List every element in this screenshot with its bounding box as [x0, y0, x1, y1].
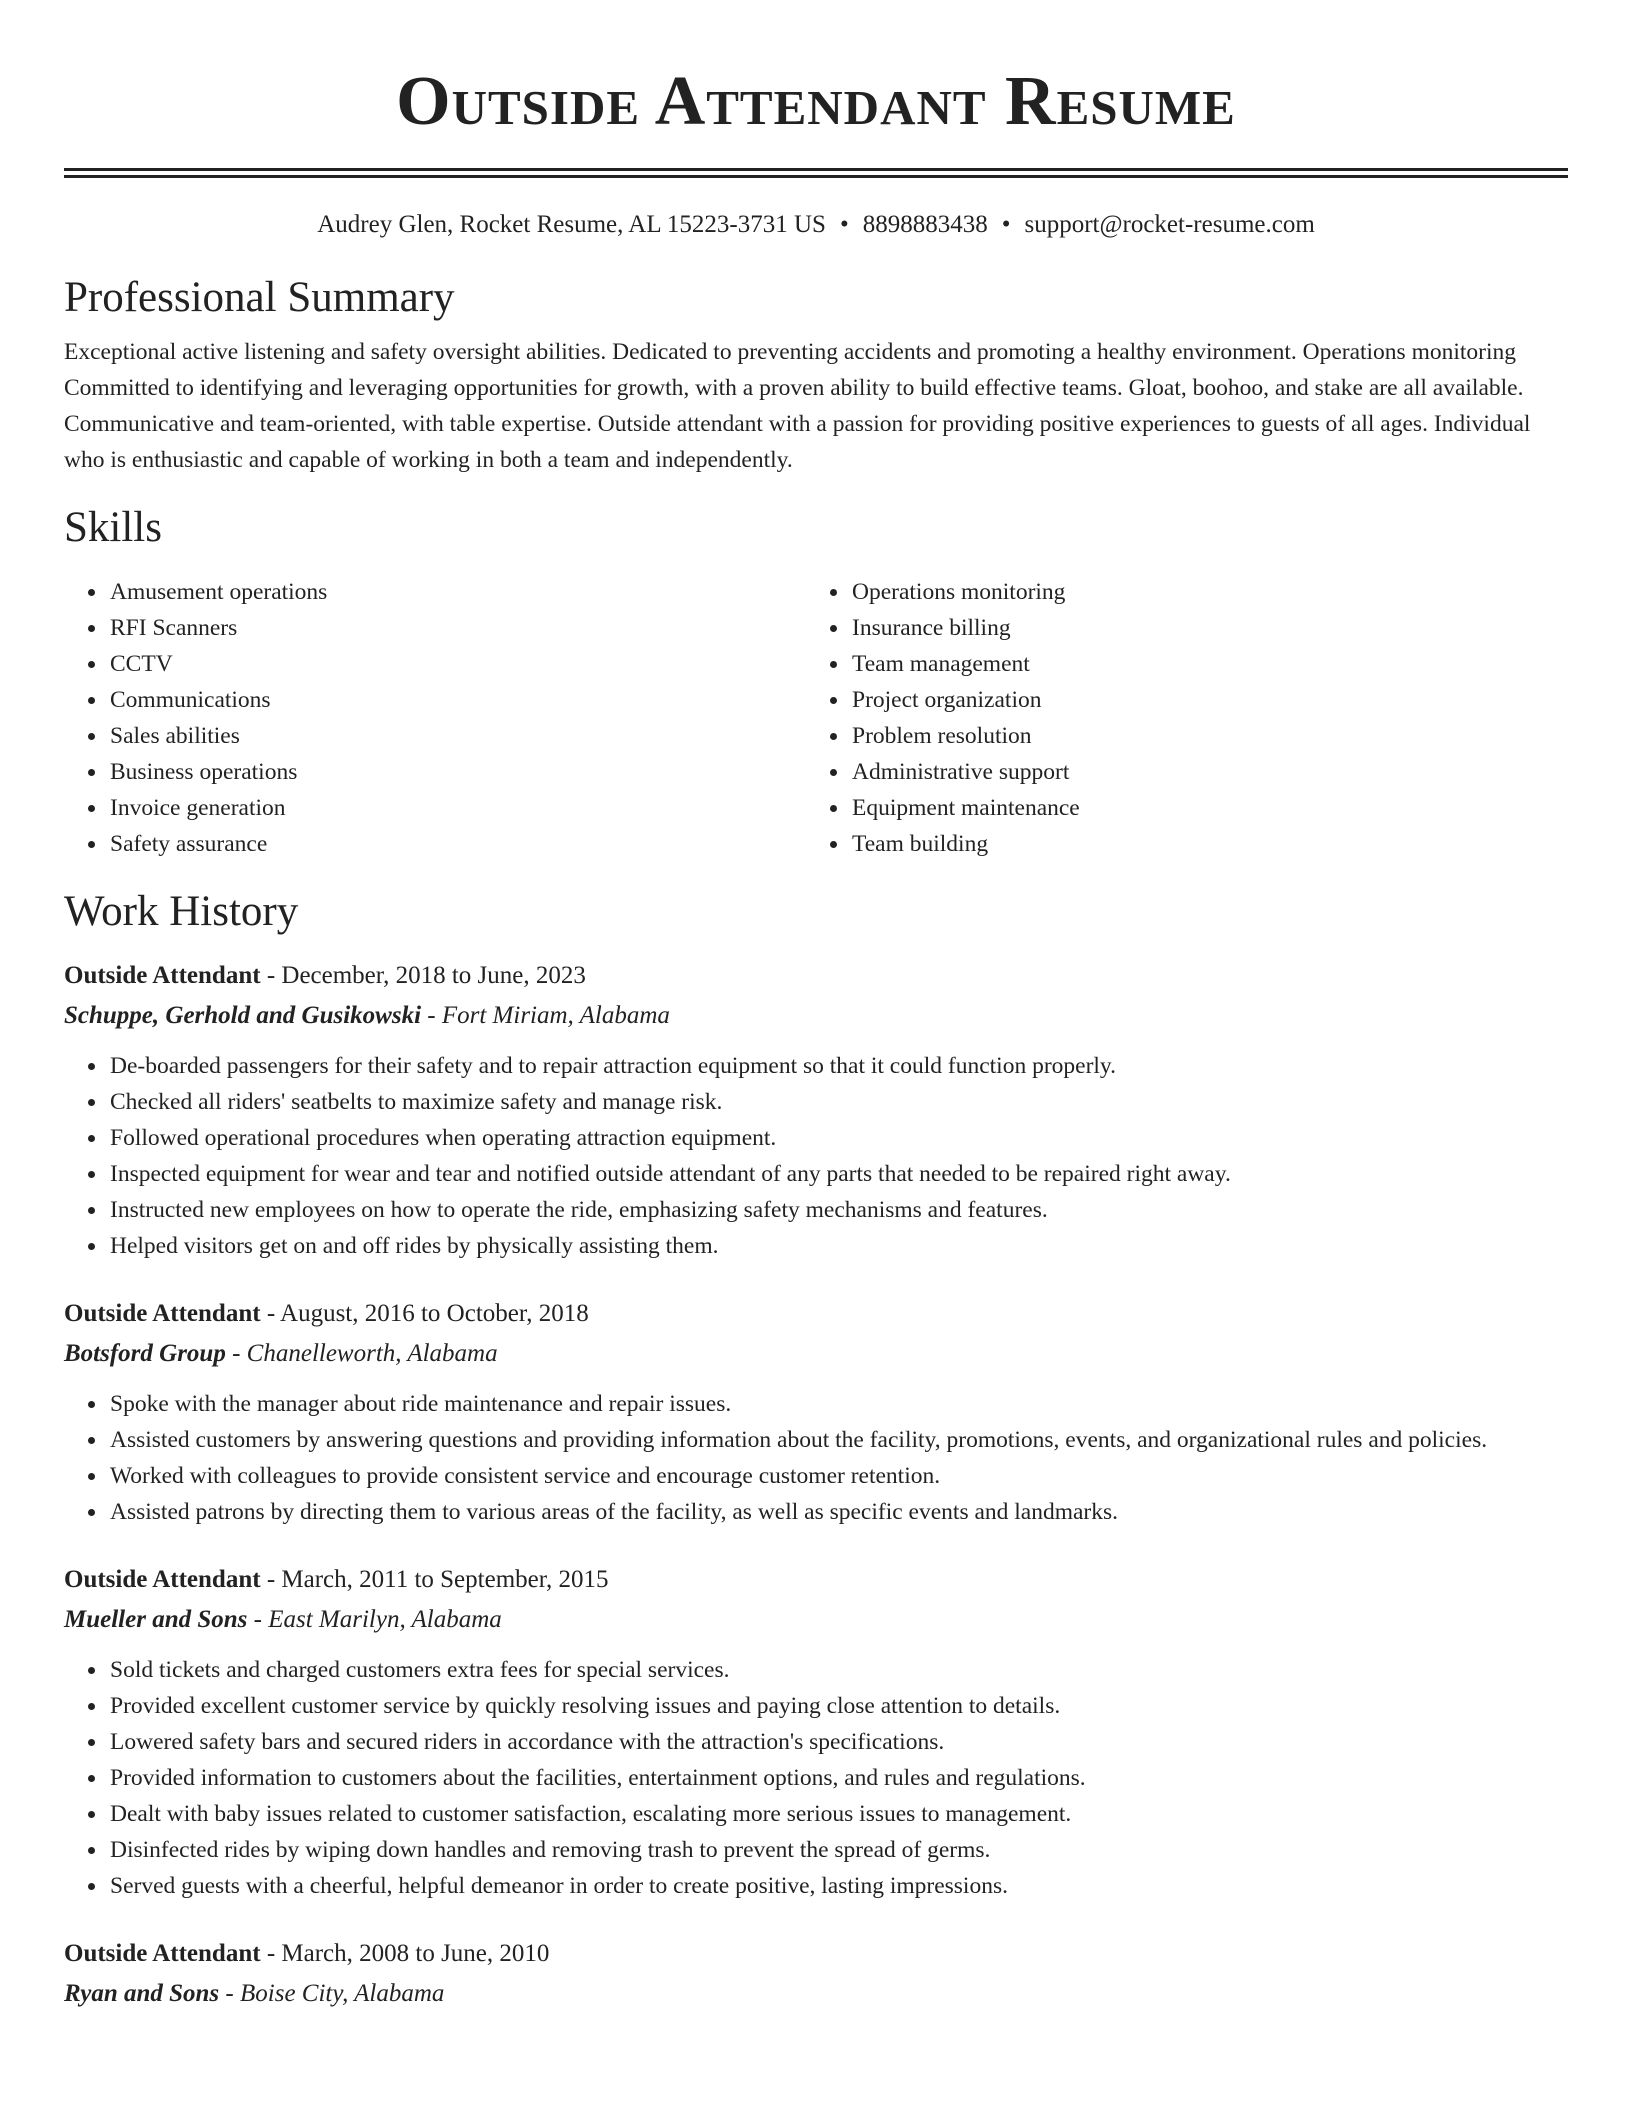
contact-phone: 8898883438 — [862, 211, 988, 238]
job-location: - Fort Miriam, Alabama — [421, 1002, 670, 1029]
job-duty: • Served guests with a cheerful, helpful demeanor in order to create positive, lasting impressions. — [108, 1868, 1568, 1904]
skill-item: • Communications — [108, 682, 806, 718]
job-header — [64, 958, 1568, 994]
skill-item: • Operations monitoring — [850, 574, 1548, 610]
skill-item: • Project organization — [850, 682, 1548, 718]
job-entry — [64, 958, 1568, 1264]
job-duty: • Assisted patrons by directing them to various areas of the facility, as well as specific events and landmarks. — [108, 1494, 1568, 1530]
job-duty: • Followed operational procedures when operating attraction equipment. — [108, 1120, 1568, 1156]
job-entry — [64, 1296, 1568, 1530]
job-location: - East Marilyn, Alabama — [247, 1606, 502, 1633]
skill-item: • Problem resolution — [850, 718, 1548, 754]
job-location: - Chanelleworth, Alabama — [225, 1340, 498, 1367]
job-entry — [64, 1936, 1568, 2012]
job-duty: • Disinfected rides by wiping down handles and removing trash to prevent the spread of germs. — [108, 1832, 1568, 1868]
job-role: Outside Attendant — [64, 1300, 261, 1327]
skill-item: • Administrative support — [850, 754, 1548, 790]
job-dates: - August, 2016 to October, 2018 — [260, 1300, 589, 1327]
job-duty: • Instructed new employees on how to operate the ride, emphasizing safety mechanisms and features. — [108, 1192, 1568, 1228]
skill-item: • Sales abilities — [108, 718, 806, 754]
skills-heading: Skills — [64, 504, 162, 551]
job-duty: • Provided excellent customer service by quickly resolving issues and paying close attention to details. — [108, 1688, 1568, 1724]
skill-item: • Equipment maintenance — [850, 790, 1548, 826]
job-dates: - March, 2008 to June, 2010 — [260, 1940, 550, 1967]
job-header — [64, 1296, 1568, 1332]
job-duty: • Sold tickets and charged customers extra fees for special services. — [108, 1652, 1568, 1688]
job-duty: • Inspected equipment for wear and tear and notified outside attendant of any parts that needed to be repaired right away. — [108, 1156, 1568, 1192]
contact-separator: • — [839, 211, 849, 238]
contact-separator: • — [1001, 211, 1011, 238]
skill-item: • Team management — [850, 646, 1548, 682]
skill-item: • Insurance billing — [850, 610, 1548, 646]
job-role: Outside Attendant — [64, 1566, 261, 1593]
contact-line — [64, 208, 1568, 242]
job-duty: • Lowered safety bars and secured riders in accordance with the attraction's specifications. — [108, 1724, 1568, 1760]
title-double-rule — [64, 168, 1568, 178]
skill-item: • Safety assurance — [108, 826, 806, 862]
skill-item: • Team building — [850, 826, 1548, 862]
skills-list-right — [806, 574, 1548, 862]
job-header — [64, 1936, 1568, 1972]
summary-heading: Professional Summary — [64, 274, 455, 321]
job-duty: • Helped visitors get on and off rides by physically assisting them. — [108, 1228, 1568, 1264]
contact-email: support@rocket-resume.com — [1024, 211, 1315, 238]
skill-item: • CCTV — [108, 646, 806, 682]
job-location: - Boise City, Alabama — [219, 1980, 445, 2007]
job-company: Mueller and Sons — [64, 1606, 248, 1633]
skill-item: • Amusement operations — [108, 574, 806, 610]
job-duties — [64, 1652, 1568, 1904]
job-duty: • Provided information to customers about the facilities, entertainment options, and rules and regulations. — [108, 1760, 1568, 1796]
job-header — [64, 1562, 1568, 1598]
job-duty: • Worked with colleagues to provide consistent service and encourage customer retention. — [108, 1458, 1568, 1494]
job-role: Outside Attendant — [64, 1940, 261, 1967]
job-employer — [64, 998, 1568, 1034]
job-company: Ryan and Sons — [64, 1980, 220, 2007]
skill-item: • Invoice generation — [108, 790, 806, 826]
job-company: Botsford Group — [64, 1340, 226, 1367]
job-employer — [64, 1602, 1568, 1638]
job-role: Outside Attendant — [64, 962, 261, 989]
skill-item: • Business operations — [108, 754, 806, 790]
work-history-heading: Work History — [64, 888, 299, 935]
job-duty: • Dealt with baby issues related to customer satisfaction, escalating more serious issues to management. — [108, 1796, 1568, 1832]
job-duty: • Checked all riders' seatbelts to maximize safety and manage risk. — [108, 1084, 1568, 1120]
job-employer — [64, 1976, 1568, 2012]
job-company: Schuppe, Gerhold and Gusikowski — [64, 1002, 422, 1029]
job-duty: • Spoke with the manager about ride maintenance and repair issues. — [108, 1386, 1568, 1422]
job-duty: • De-boarded passengers for their safety and to repair attraction equipment so that it could function properly. — [108, 1048, 1568, 1084]
job-employer — [64, 1336, 1568, 1372]
job-duties — [64, 1386, 1568, 1530]
job-entry — [64, 1562, 1568, 1904]
job-duties — [64, 1048, 1568, 1264]
contact-address: Audrey Glen, Rocket Resume, AL 15223-3731 US — [317, 211, 826, 238]
skill-item: • RFI Scanners — [108, 610, 806, 646]
job-dates: - December, 2018 to June, 2023 — [260, 962, 586, 989]
resume-title: Outside Attendant Resume — [396, 63, 1236, 140]
skills-list-left — [64, 574, 806, 862]
job-dates: - March, 2011 to September, 2015 — [260, 1566, 609, 1593]
skills-columns — [64, 574, 1568, 862]
summary-text: Exceptional active listening and safety oversight abilities. Dedicated to preventing accidents and promoting a healthy environment. Operations monitoring Committed to identifying and leveraging opportunities for growth, with a proven ability to build effective teams. Gloat, boohoo, and stake are all available. Communicative and team-oriented, with table expertise. Outside attendant with a passion for providing positive experiences to guests of all ages. Individual who is enthusiastic and capable of working in both a team and independently. — [64, 339, 1531, 473]
job-duty: • Assisted customers by answering questions and providing information about the facility, promotions, events, and organizational rules and policies. — [108, 1422, 1568, 1458]
